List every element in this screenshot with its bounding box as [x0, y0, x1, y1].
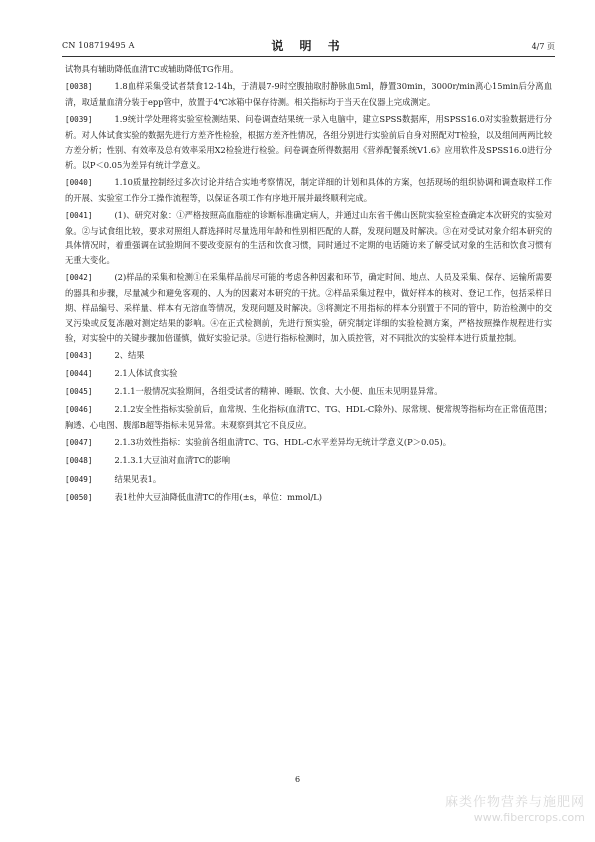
paragraph-text: 1.9统计学处理将实验室检测结果、问卷调查结果统一录入电脑中，建立SPSS数据库，用SPSS16.0对实验数据进行分析。对人体试食实验的数据先进行方差齐性检验，根据方差齐性情况，各组分别进行实验前后自身对照配对T检验，以及组间两两比较方差分析；性别、有效率及总有效率采用X2检验进行检验。问卷调查所得数据用《营养配餐系统V1.6》应用软件及SPSS16.0进行分析。以P＜0.05为差异有统计学意义。	[65, 114, 552, 170]
paragraph	[65, 384, 552, 400]
site-watermark	[445, 795, 585, 825]
paragraph-number: [0048]	[65, 456, 93, 466]
paragraph-number: [0045]	[65, 387, 93, 397]
paragraph	[65, 62, 552, 77]
paragraph-text: 表1杜仲大豆油降低血清TC的作用(±s，单位：mmol/L)	[114, 491, 323, 502]
paragraph-number: [0044]	[65, 368, 93, 378]
paragraph-text: 2.1.2安全性指标实验前后，血常规、生化指标(血清TC、TG、HDL-C除外)、尿常规、便常规等指标均在正常值范围；胸透、心电图、腹部B超等指标未见异常。未观察到其它不良反应。	[65, 404, 552, 431]
paragraph-text: (1)、研究对象：①严格按照高血脂症的诊断标准确定病人，并通过山东省千佛山医院实验室检查确定本次研究的实验对象。②与试食组比较，要求对照组人群选择时尽量选用年龄和性别相匹配的人群，发现问题及时解决。③在对受试对象介绍本研究的具体情况时，着重强调在试验期间不要改变原有的生活和饮食习惯，同时通过不定期的电话随访来了解受试对象的生活和饮食习惯有无重大变化。	[65, 209, 552, 266]
paragraph	[65, 348, 552, 364]
paragraph-text: (2)样品的采集和检测①在采集样品前尽可能的考虑各种因素和环节，确定时间、地点、人员及采集、保存、运输所需要的器具和步骤，尽量减少和避免客观的、人为的因素对本研究的干扰。②样品采集过程中，做好样本的核对、登记工作，包括采样日期、样品编号、采样量、样本有无溶血等情况，发现问题及时解决。③将测定不用指标的样本分别置于不同的管中，防治检测中的交叉污染或反复冻融对测定结果的影响。④在正式检测前，先进行预实验，研究制定详细的实验检测方案，严格按照操作规程进行实验，对实验中的关键步骤加倍谨慎，做好实验记录。⑤进行指标检测时，加入质控管，对不同批次的实验样本进行质量控制。	[65, 272, 552, 343]
paragraph-number: [0046]	[65, 405, 93, 415]
paragraph	[65, 79, 552, 110]
patent-number: CN 108719495 A	[62, 41, 135, 50]
paragraph-text: 2.1.3.1大豆油对血清TC的影响	[114, 455, 231, 466]
paragraph	[65, 435, 552, 451]
paragraph-text: 2.1.3功效性指标：实验前各组血清TC、TG、HDL-C水平差异均无统计学意义(P＞0.05)。	[114, 437, 451, 448]
paragraph	[65, 453, 552, 469]
paragraph-text: 试物具有辅助降低血清TC或辅助降低TG作用。	[65, 64, 239, 74]
paragraph-number: [0040]	[65, 177, 93, 187]
watermark-title: 麻类作物营养与施肥网	[444, 795, 585, 810]
header-rule	[62, 56, 555, 57]
paragraph-number: [0050]	[65, 492, 93, 502]
paragraph-text: 结果见表1。	[114, 473, 162, 484]
paragraph	[65, 208, 552, 268]
paragraph	[65, 112, 552, 172]
paragraph-number: [0038]	[65, 82, 93, 92]
page-header	[62, 37, 555, 55]
document-body	[65, 62, 552, 508]
paragraph-text: 2、结果	[114, 349, 145, 360]
paragraph-number: [0047]	[65, 438, 93, 448]
paragraph-number: [0043]	[65, 350, 93, 360]
section-title: 说 明 书	[271, 39, 346, 53]
paragraph-text: 2.1人体试食实验	[114, 367, 178, 378]
paragraph-text: 2.1.1一般情况实验期间，各组受试者的精神、睡眠、饮食、大小便、血压未见明显异常。	[114, 386, 443, 397]
paragraph-text: 1.8血样采集受试者禁食12-14h，于清晨7-9时空腹抽取肘静脉血5ml，静置30min，3000r/min离心15min后分离血清，取适量血清分装于epp管中，放置于4℃冰箱中保存待测。相关指标均于当天在仪器上完成测定。	[65, 81, 552, 107]
watermark-url: www.fibercrops.com	[473, 811, 585, 824]
paragraph-number: [0049]	[65, 474, 93, 484]
paragraph	[65, 472, 552, 488]
paragraph	[65, 490, 552, 506]
paragraph	[65, 366, 552, 382]
paragraph-text: 1.10质量控制经过多次讨论并结合实地考察情况，制定详细的计划和具体的方案，包括现场的组织协调和调查取样工作的开展、实验室工作分工操作流程等，以保证各项工作有序地开展并最终顺利完成。	[65, 176, 552, 203]
page-count: 4/7 页	[531, 42, 555, 51]
paragraph	[65, 270, 552, 345]
paragraph	[65, 402, 552, 433]
paragraph	[65, 175, 552, 206]
paragraph-number: [0041]	[65, 210, 93, 220]
paragraph-number: [0042]	[65, 273, 93, 283]
page-number: 6	[294, 775, 301, 784]
paragraph-number: [0039]	[65, 115, 93, 125]
